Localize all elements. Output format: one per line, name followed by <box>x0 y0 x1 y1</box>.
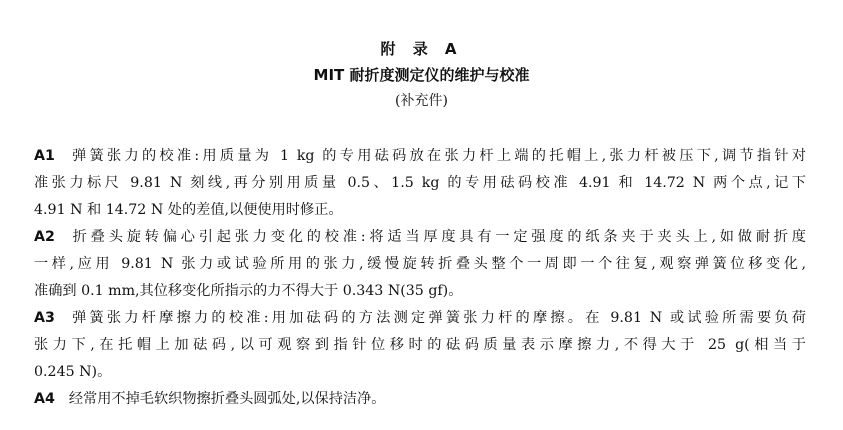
line-text: 经常用不掉毛软织物擦折叠头圆弧处,以保持洁净。 <box>68 391 386 407</box>
supplement-note: (补充件) <box>395 93 448 109</box>
line-text: 折叠头旋转偏心引起张力变化的校准:将适当厚度具有一定强度的纸条夹于夹头上,如做耐折度 <box>68 229 806 245</box>
section-label: A4 <box>34 391 55 407</box>
text-line <box>34 386 806 413</box>
text-line: 准确到 0.1 mm,其位移变化所指示的力不得大于 0.343 N(35 gf)。 <box>34 283 463 299</box>
text-line <box>34 305 806 332</box>
text-line: 一样,应用 9.81 N 张力或试验所用的张力,缓慢旋转折叠头整个一周即一个往复,观察弹簧位移变化, <box>34 256 806 272</box>
text-line: 0.245 N)。 <box>34 364 112 380</box>
section-a2 <box>34 224 806 305</box>
section-label: A1 <box>34 148 55 164</box>
line-text: 弹簧张力的校准:用质量为 1 kg 的专用砝码放在张力杆上端的托帽上,张力杆被压下,调节指针对 <box>68 148 806 164</box>
section-a1 <box>34 143 806 224</box>
text-line: 4.91 N 和 14.72 N 处的差值,以便使用时修正。 <box>34 202 343 218</box>
section-a3 <box>34 305 806 386</box>
section-a4 <box>34 386 806 413</box>
annex-label: 附 录 A <box>380 40 463 58</box>
text-line: 准张力标尺 9.81 N 刻线,再分别用质量 0.5、1.5 kg 的专用砝码校准 4.91 和 14.72 N 两个点,记下 <box>34 175 806 191</box>
text-line <box>34 224 806 251</box>
text-line <box>34 143 806 170</box>
section-label: A2 <box>34 229 55 245</box>
line-text: 弹簧张力杆摩擦力的校准:用加砝码的方法测定弹簧张力杆的摩擦。在 9.81 N 或试验所需要负荷 <box>68 310 806 326</box>
section-label: A3 <box>34 310 55 326</box>
document-title: MIT 耐折度测定仪的维护与校准 <box>313 66 530 84</box>
text-line: 张力下,在托帽上加砝码,以可观察到指针位移时的砝码质量表示摩擦力,不得大于 25 g(相当于 <box>34 337 806 353</box>
